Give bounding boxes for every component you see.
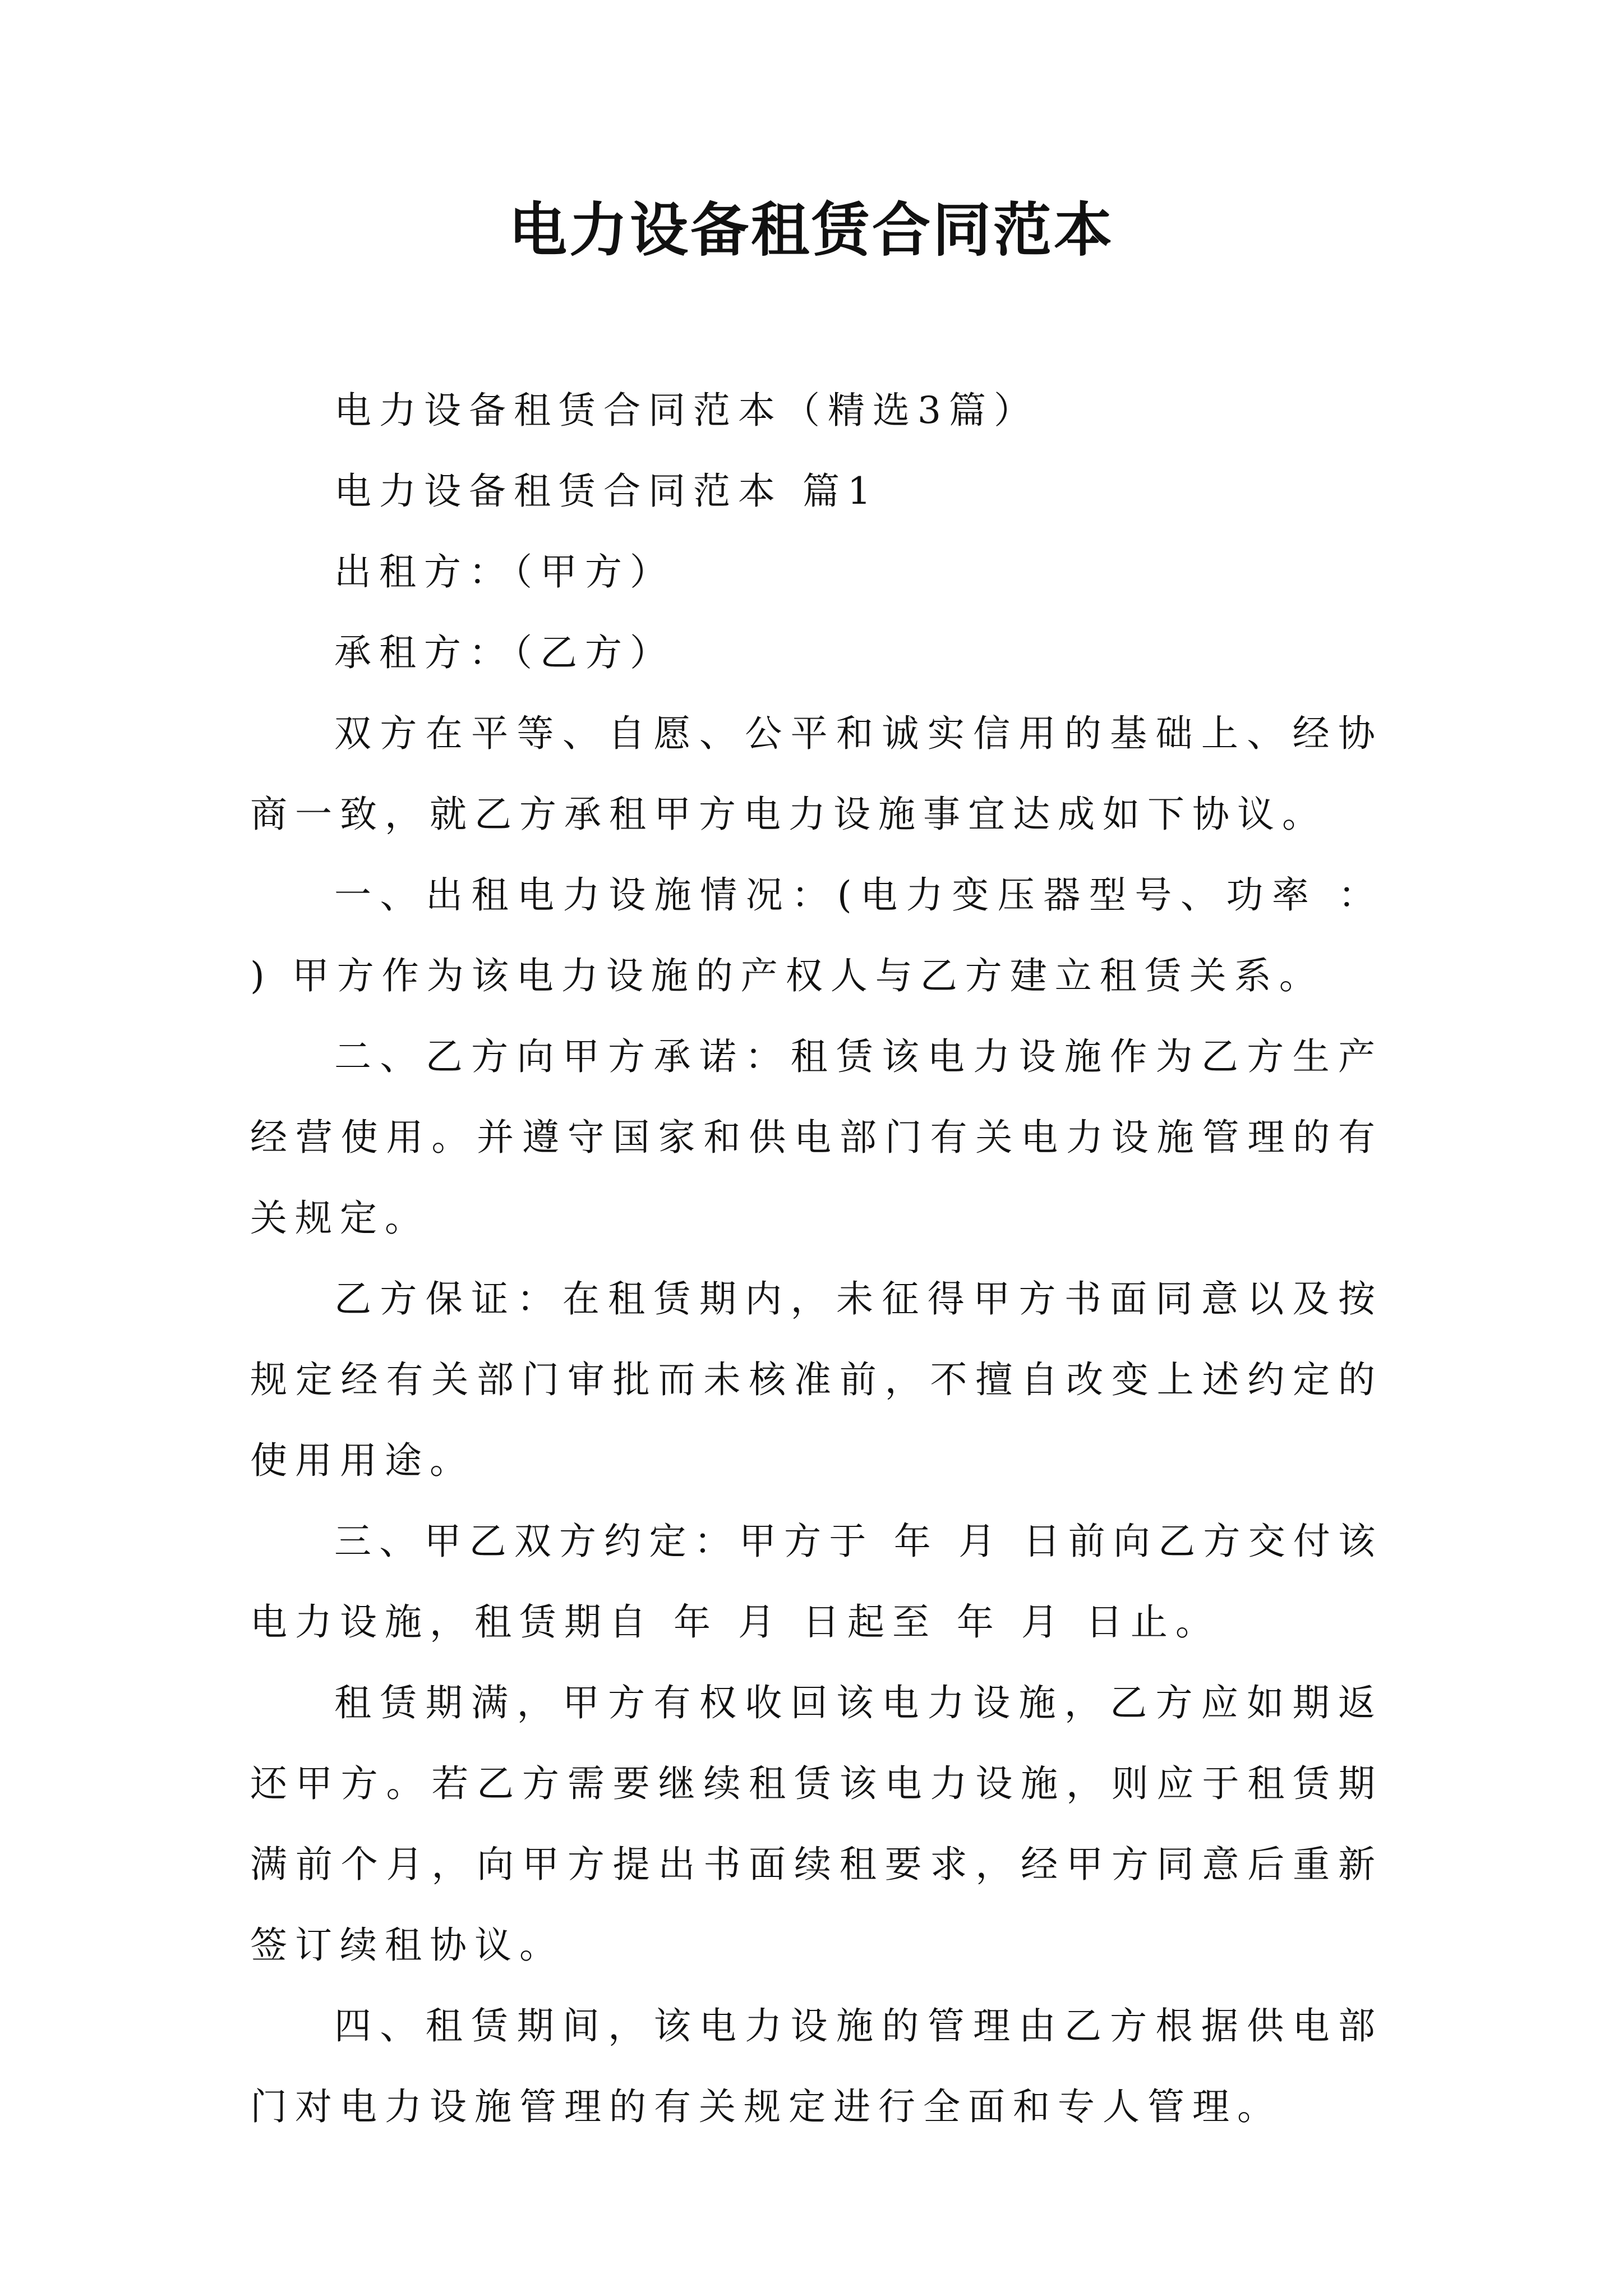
paragraph-preamble: 双方在平等、自愿、公平和诚实信用的基础上、经协商一致，就乙方承租甲方电力设施事宜达成如下协议。 bbox=[250, 712, 1383, 836]
document-title: 电力设备租赁合同范本 bbox=[508, 195, 1114, 264]
paragraph-lease-expiry: 租赁期满，甲方有权收回该电力设施，乙方应如期返还甲方。若乙方需要继续租赁该电力设施，则应于租赁期满前个月，向甲方提出书面续租要求，经甲方同意后重新签订续租协议。 bbox=[250, 1681, 1383, 1967]
document-body bbox=[250, 370, 1383, 2147]
paragraph-lessee: 承租方：（乙方） bbox=[334, 631, 675, 674]
paragraph-clause-4: 四、租赁期间，该电力设施的管理由乙方根据供电部门对电力设施管理的有关规定进行全面和专人管理。 bbox=[250, 2004, 1383, 2128]
paragraph-guarantee: 乙方保证：在租赁期内，未征得甲方书面同意以及按规定经有关部门审批而未核准前，不擅自改变上述约定的使用用途。 bbox=[250, 1277, 1383, 1482]
paragraph-lessor: 出租方：（甲方） bbox=[334, 550, 675, 593]
paragraph-section-heading: 电力设备租赁合同范本 篇1 bbox=[334, 470, 879, 513]
paragraph-clause-3: 三、甲乙双方约定：甲方于 年 月 日前向乙方交付该电力设施，租赁期自 年 月 日起至 年 月 日止。 bbox=[250, 1520, 1383, 1644]
paragraph-subtitle: 电力设备租赁合同范本（精选3篇） bbox=[334, 389, 1039, 432]
paragraph-clause-2: 二、乙方向甲方承诺：租赁该电力设施作为乙方生产经营使用。并遵守国家和供电部门有关电力设施管理的有关规定。 bbox=[250, 1035, 1383, 1240]
paragraph-clause-1: 一、出租电力设施情况：(电力变压器型号、功率 ： ) 甲方作为该电力设施的产权人与乙方建立租赁关系。 bbox=[250, 873, 1383, 997]
